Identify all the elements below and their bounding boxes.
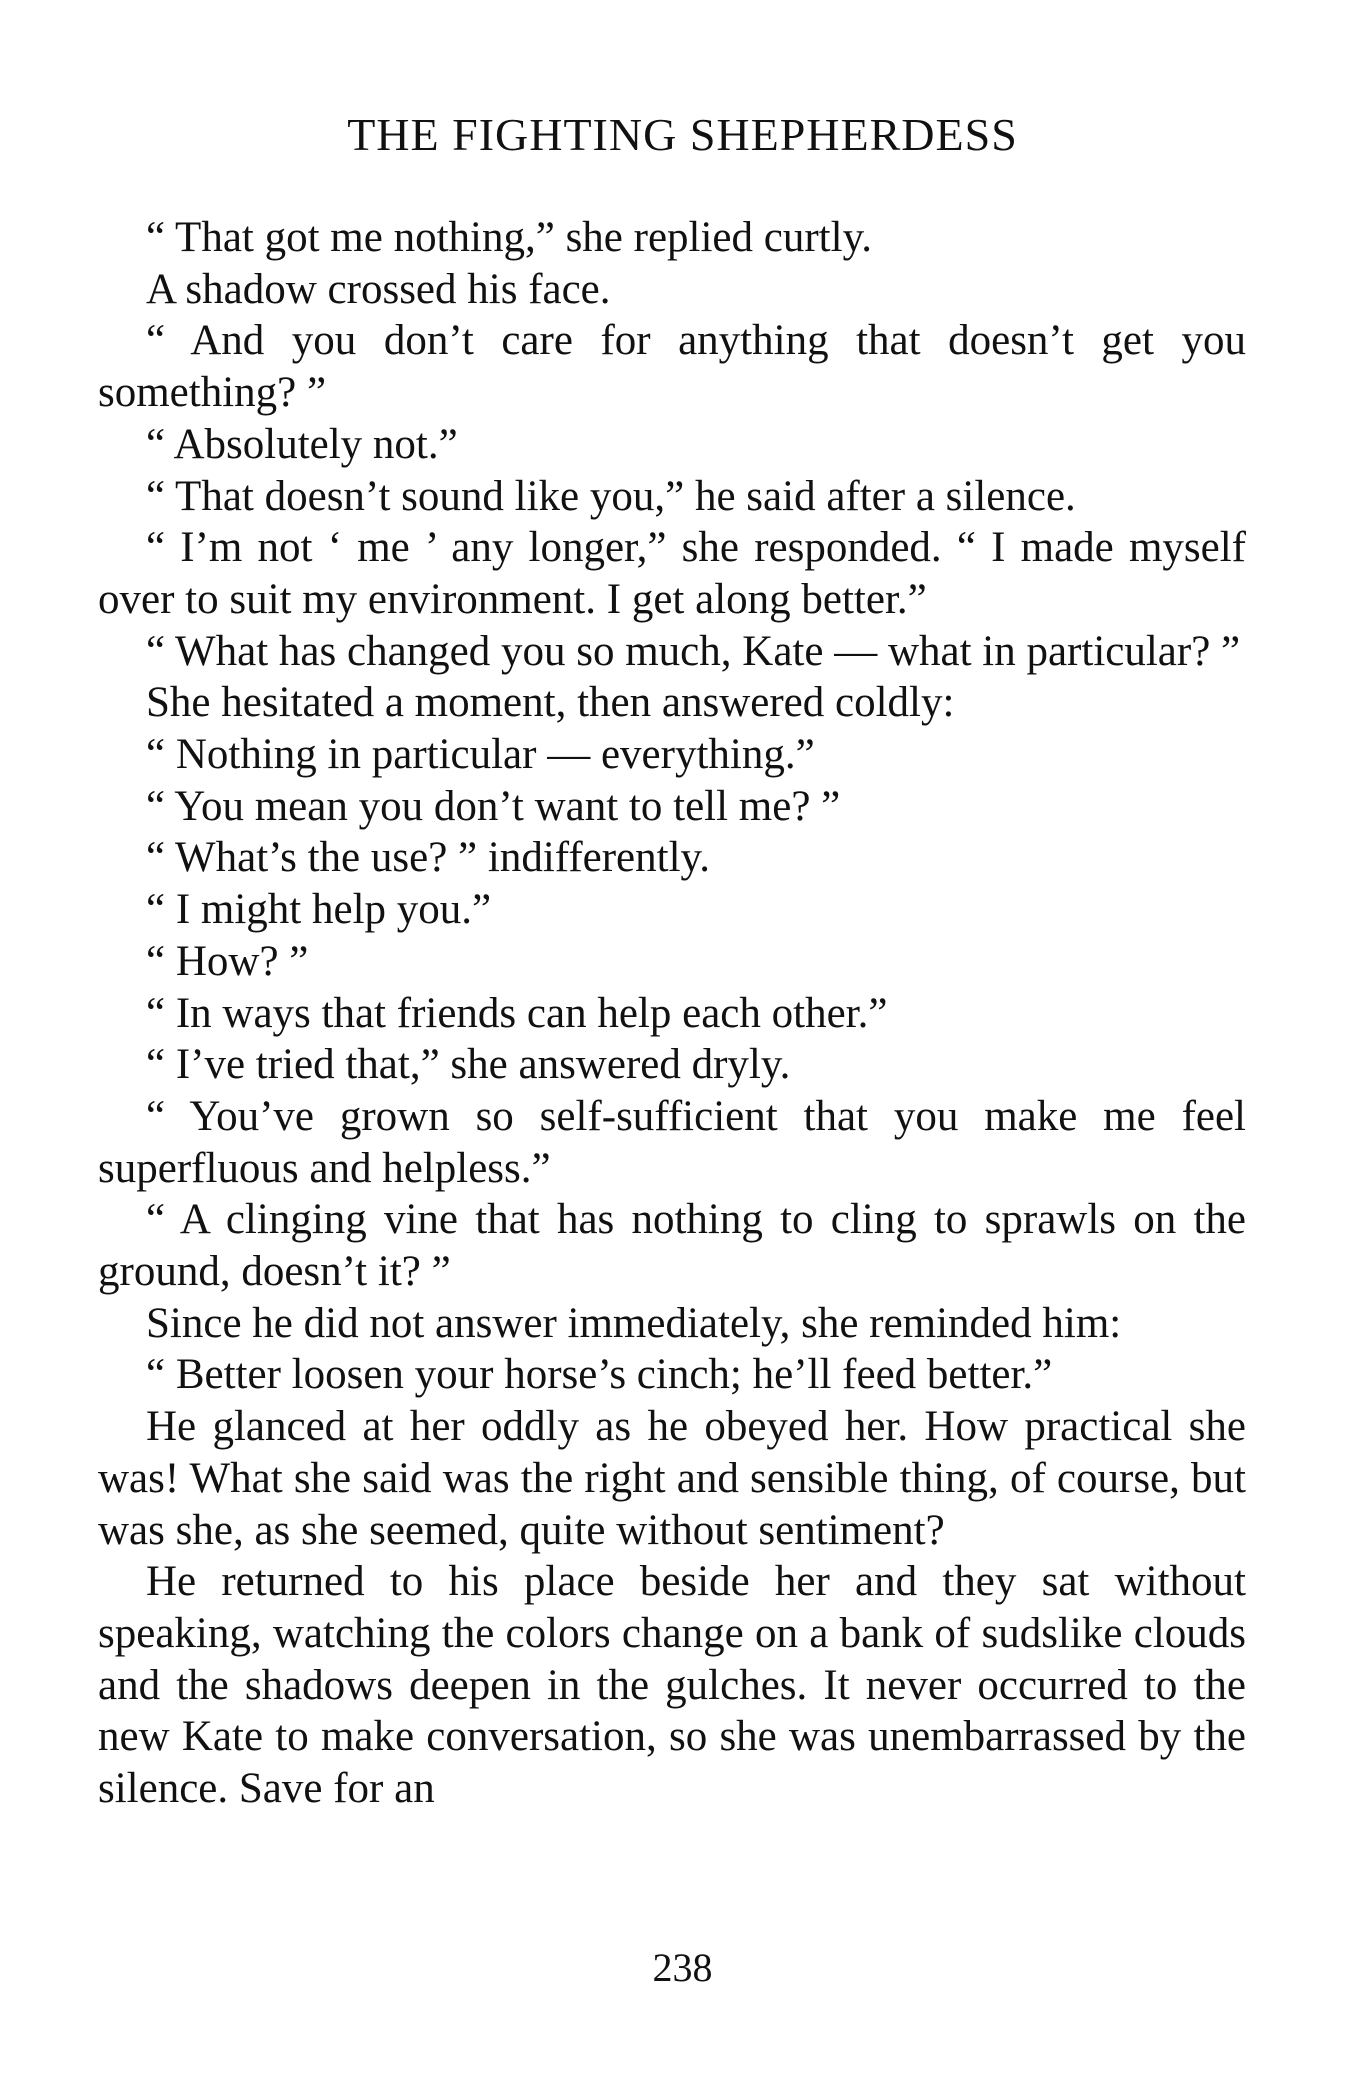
paragraph: “ What’s the use? ” indifferently. [146, 834, 710, 882]
paragraph: “ That got me nothing,” she replied curtly. [146, 214, 873, 261]
running-head: THE FIGHTING SHEPHERDESS [347, 109, 1018, 160]
paragraph: “ Nothing in particular — everything.” [146, 731, 815, 779]
paragraph: “ I’m not ‘ me ’ any longer,” she responded. “ I made myself over to suit my environment. I get along better.” [98, 524, 1246, 623]
paragraph: He glanced at her oddly as he obeyed her. How practical she was! What she said was the right and sensible thing, of course, but was she, as she seemed, quite without sentiment? [98, 1403, 1246, 1554]
paragraph: “ And you don’t care for anything that doesn’t get you something? ” [98, 317, 1246, 417]
body-text [98, 212, 1246, 1815]
paragraph: “ How? ” [146, 937, 309, 985]
paragraph: He returned to his place beside her and they sat without speaking, watching the colors change on a bank of sudslike clouds and the shadows deepen in the gulches. It never occurred to the new Kate to make conversation, so she was unembarrassed by the silence. Save for an [98, 1558, 1246, 1813]
paragraph: “ In ways that friends can help each other.” [146, 989, 888, 1037]
page-number: 238 [652, 1945, 713, 1990]
paragraph: “ I might help you.” [146, 886, 492, 934]
paragraph: “ A clinging vine that has nothing to cling to sprawls on the ground, doesn’t it? ” [98, 1196, 1246, 1296]
paragraph: “ Absolutely not.” [146, 420, 458, 468]
paragraph: “ What has changed you so much, Kate — what in particular? ” [146, 627, 1241, 675]
paragraph: A shadow crossed his face. [146, 265, 611, 313]
paragraph: “ Better loosen your horse’s cinch; he’ll feed better.” [146, 1351, 1053, 1399]
paragraph: Since he did not answer immediately, she reminded him: [146, 1299, 1122, 1347]
paragraph: She hesitated a moment, then answered coldly: [146, 679, 955, 727]
paragraph: “ You mean you don’t want to tell me? ” [146, 782, 841, 830]
paragraph: “ That doesn’t sound like you,” he said after a silence. [146, 472, 1076, 520]
paragraph: “ I’ve tried that,” she answered dryly. [146, 1041, 791, 1089]
paragraph: “ You’ve grown so self-sufficient that you make me feel superfluous and helpless.” [98, 1092, 1246, 1192]
